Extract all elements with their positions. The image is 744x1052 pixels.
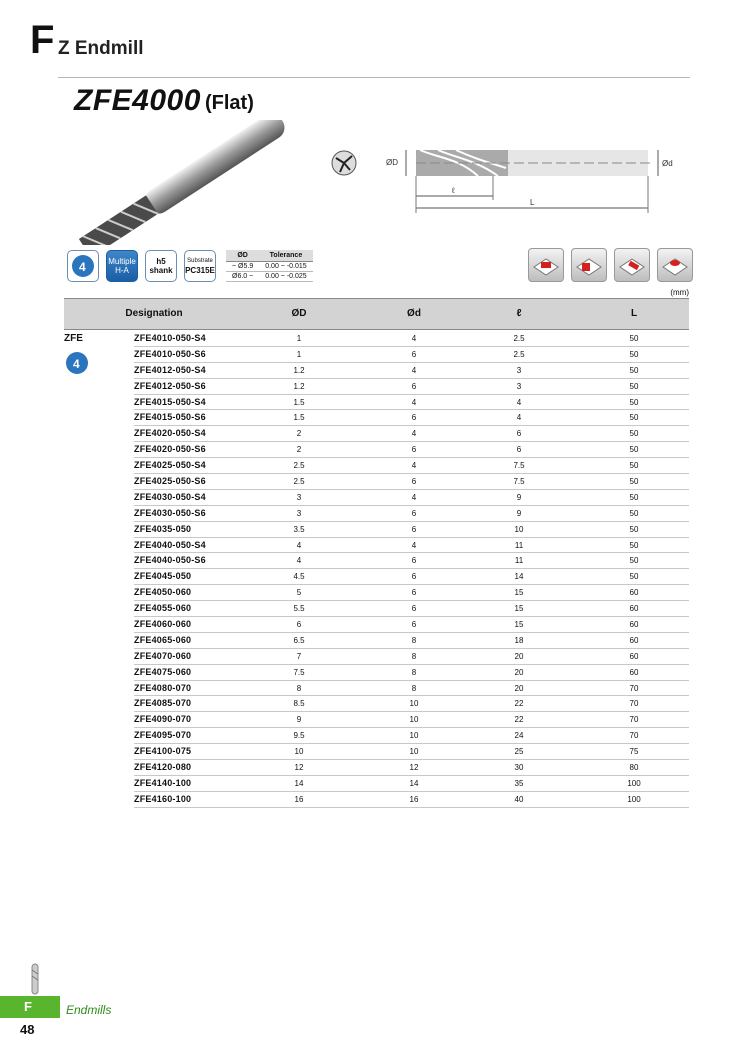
- designation-cell: ZFE4045-050: [134, 571, 192, 582]
- designation-cell: ZFE4015-050-S6: [134, 412, 206, 423]
- header-D: ØD: [291, 308, 307, 319]
- family-label: ZFE: [64, 333, 83, 344]
- flute-length-cell: 24: [514, 731, 524, 741]
- table-row: [64, 760, 689, 776]
- diameter-D-cell: 5: [296, 588, 302, 598]
- header-d: Ød: [407, 308, 421, 319]
- diameter-d-cell: 8: [411, 635, 417, 645]
- table-row: [64, 633, 689, 649]
- table-row: [64, 776, 689, 792]
- label-l: ℓ: [452, 186, 455, 195]
- diameter-D-cell: 3: [296, 508, 302, 518]
- tolerance-header: ØD: [226, 250, 259, 262]
- diameter-D-cell: 2.5: [293, 477, 305, 487]
- diameter-d-cell: 16: [409, 794, 419, 804]
- diameter-d-cell: 6: [411, 524, 417, 534]
- page-number: 48: [20, 1022, 35, 1037]
- overall-length-cell: 50: [629, 381, 639, 391]
- designation-cell: ZFE4140-100: [134, 777, 192, 788]
- flute-length-cell: 4: [516, 397, 522, 407]
- header-designation: Designation: [125, 308, 183, 319]
- table-row: [64, 506, 689, 522]
- flute-length-cell: 4: [516, 413, 522, 423]
- product-subtitle: (Flat): [205, 92, 254, 114]
- endmill-tab-icon: [28, 962, 42, 996]
- table-row: [64, 379, 689, 395]
- table-row: [64, 728, 689, 744]
- overall-length-cell: 70: [629, 715, 639, 725]
- overall-length-cell: 50: [629, 508, 639, 518]
- flute-length-cell: 22: [514, 699, 524, 709]
- diameter-d-cell: 6: [411, 604, 417, 614]
- overall-length-cell: 60: [629, 620, 639, 630]
- four-flute-icon: [67, 250, 99, 282]
- designation-cell: ZFE4010-050-S4: [134, 333, 206, 343]
- section-letter: F: [30, 18, 55, 62]
- overall-length-cell: 70: [629, 683, 639, 693]
- plunge-icon: [657, 248, 693, 282]
- diameter-D-cell: 4: [296, 540, 302, 550]
- overall-length-cell: 100: [627, 778, 641, 788]
- endmill-drawing: [328, 138, 688, 218]
- overall-length-cell: 100: [627, 794, 641, 804]
- designation-cell: ZFE4020-050-S4: [134, 428, 206, 439]
- diameter-D-cell: 2: [296, 429, 302, 439]
- table-row: [64, 553, 689, 569]
- table-header: [64, 298, 689, 330]
- designation-cell: ZFE4085-070: [134, 698, 192, 709]
- diameter-D-cell: 2.5: [293, 461, 305, 471]
- diameter-d-cell: 4: [411, 429, 417, 439]
- table-row: [64, 585, 689, 601]
- header-l: ℓ: [516, 308, 522, 319]
- flute-length-cell: 9: [516, 508, 522, 518]
- footer-tab: F: [0, 996, 60, 1018]
- diameter-d-cell: 4: [411, 397, 417, 407]
- diameter-D-cell: 1.5: [293, 397, 305, 407]
- table-row: [64, 665, 689, 681]
- diameter-D-cell: 10: [294, 747, 304, 757]
- table-row: [64, 458, 689, 474]
- designation-cell: ZFE4080-070: [134, 682, 192, 693]
- designation-cell: ZFE4060-060: [134, 619, 192, 630]
- header-divider: [58, 77, 690, 78]
- diameter-d-cell: 8: [411, 651, 417, 661]
- tolerance-cell: Ø6.0 ~: [226, 272, 259, 282]
- overall-length-cell: 50: [629, 397, 639, 407]
- flute-length-cell: 6: [516, 429, 522, 439]
- table-row: [64, 347, 689, 363]
- diameter-d-cell: 6: [411, 381, 417, 391]
- diameter-d-cell: 4: [411, 334, 417, 343]
- designation-cell: ZFE4100-075: [134, 746, 192, 757]
- shoulder-milling-icon: [614, 248, 650, 282]
- label-D: ØD: [386, 158, 398, 167]
- overall-length-cell: 50: [629, 572, 639, 582]
- diameter-d-cell: 6: [411, 413, 417, 423]
- table-row: [64, 474, 689, 490]
- diameter-d-cell: 10: [409, 747, 419, 757]
- diameter-d-cell: 6: [411, 572, 417, 582]
- flute-length-cell: 18: [514, 635, 524, 645]
- flute-length-cell: 20: [514, 651, 524, 661]
- footer-label: Endmills: [66, 1003, 112, 1017]
- svg-text:4: 4: [79, 260, 86, 274]
- designation-cell: ZFE4075-060: [134, 666, 192, 677]
- overall-length-cell: 50: [629, 365, 639, 375]
- diameter-d-cell: 6: [411, 556, 417, 566]
- overall-length-cell: 60: [629, 667, 639, 677]
- diameter-d-cell: 6: [411, 620, 417, 630]
- diameter-d-cell: 10: [409, 715, 419, 725]
- flute-length-cell: 15: [514, 620, 524, 630]
- designation-cell: ZFE4090-070: [134, 714, 192, 725]
- designation-cell: ZFE4050-060: [134, 587, 192, 598]
- overall-length-cell: 60: [629, 635, 639, 645]
- overall-length-cell: 75: [629, 747, 639, 757]
- diameter-D-cell: 16: [294, 794, 304, 804]
- overall-length-cell: 60: [629, 604, 639, 614]
- designation-cell: ZFE4160-100: [134, 793, 192, 804]
- overall-length-cell: 60: [629, 651, 639, 661]
- diameter-D-cell: 7.5: [293, 667, 305, 677]
- flute-length-cell: 14: [514, 572, 524, 582]
- diameter-d-cell: 6: [411, 508, 417, 518]
- diameter-d-cell: 6: [411, 477, 417, 487]
- designation-cell: ZFE4030-050-S4: [134, 491, 206, 502]
- substrate-icon: Substrate PC315E: [184, 250, 216, 282]
- flute-length-cell: 15: [514, 588, 524, 598]
- header-L: L: [630, 308, 638, 319]
- diameter-D-cell: 8: [296, 683, 302, 693]
- side-milling-icon: [571, 248, 607, 282]
- overall-length-cell: 50: [629, 524, 639, 534]
- diameter-D-cell: 1.5: [293, 413, 305, 423]
- tolerance-header: Tolerance: [259, 250, 312, 262]
- diameter-d-cell: 4: [411, 365, 417, 375]
- overall-length-cell: 60: [629, 588, 639, 598]
- designation-cell: ZFE4095-070: [134, 730, 192, 741]
- table-row: [64, 744, 689, 760]
- table-row: [64, 649, 689, 665]
- flute-length-cell: 3: [516, 365, 522, 375]
- label-L: L: [530, 198, 535, 207]
- table-row: [64, 395, 689, 411]
- table-row: [64, 363, 689, 379]
- endmill-photo: [70, 120, 300, 245]
- diameter-D-cell: 1.2: [293, 381, 305, 391]
- overall-length-cell: 50: [629, 492, 639, 502]
- diameter-d-cell: 10: [409, 731, 419, 741]
- tolerance-cell: ~ Ø5.9: [226, 262, 259, 272]
- diameter-D-cell: 6.5: [293, 635, 305, 645]
- unit-label: (mm): [670, 288, 689, 297]
- designation-cell: ZFE4040-050-S6: [134, 555, 206, 566]
- flute-length-cell: 20: [514, 667, 524, 677]
- diameter-D-cell: 4: [296, 556, 302, 566]
- diameter-D-cell: 4.5: [293, 572, 305, 582]
- flute-length-cell: 7.5: [513, 461, 525, 471]
- overall-length-cell: 50: [629, 556, 639, 566]
- flute-length-cell: 2.5: [513, 349, 525, 359]
- label-d: Ød: [662, 159, 673, 168]
- diameter-d-cell: 14: [409, 778, 419, 788]
- diameter-D-cell: 14: [294, 778, 304, 788]
- shank-icon: h5 shank: [145, 250, 177, 282]
- diameter-d-cell: 12: [409, 763, 419, 773]
- designation-cell: ZFE4020-050-S6: [134, 444, 206, 455]
- overall-length-cell: 70: [629, 731, 639, 741]
- designation-cell: ZFE4025-050-S6: [134, 476, 206, 487]
- diameter-D-cell: 1: [296, 349, 302, 359]
- diameter-d-cell: 4: [411, 492, 417, 502]
- designation-cell: ZFE4010-050-S6: [134, 348, 206, 359]
- flute-length-cell: 6: [516, 445, 522, 455]
- overall-length-cell: 50: [629, 445, 639, 455]
- flute-length-cell: 40: [514, 794, 524, 804]
- overall-length-cell: 50: [629, 334, 639, 343]
- table-row: [64, 522, 689, 538]
- overall-length-cell: 50: [629, 349, 639, 359]
- diameter-d-cell: 10: [409, 699, 419, 709]
- designation-cell: ZFE4012-050-S4: [134, 364, 206, 375]
- diameter-d-cell: 6: [411, 445, 417, 455]
- designation-cell: ZFE4065-060: [134, 634, 192, 645]
- designation-cell: ZFE4040-050-S4: [134, 539, 206, 550]
- designation-cell: ZFE4120-080: [134, 762, 192, 773]
- flute-length-cell: 11: [514, 540, 524, 550]
- diameter-D-cell: 6: [296, 620, 302, 630]
- coating-icon: Multiple H-A: [106, 250, 138, 282]
- diameter-D-cell: 5.5: [293, 604, 305, 614]
- diameter-d-cell: 6: [411, 588, 417, 598]
- table-row: [64, 712, 689, 728]
- flute-length-cell: 20: [514, 683, 524, 693]
- designation-cell: ZFE4025-050-S4: [134, 460, 206, 471]
- designation-cell: ZFE4070-060: [134, 650, 192, 661]
- designation-cell: ZFE4012-050-S6: [134, 380, 206, 391]
- diameter-D-cell: 1.2: [293, 365, 305, 375]
- diameter-d-cell: 8: [411, 683, 417, 693]
- table-row: [64, 569, 689, 585]
- overall-length-cell: 50: [629, 429, 639, 439]
- product-title: ZFE4000: [74, 84, 201, 117]
- flute-length-cell: 3: [516, 381, 522, 391]
- flute-length-cell: 10: [514, 524, 524, 534]
- diameter-D-cell: 1: [296, 334, 302, 343]
- diameter-D-cell: 3.5: [293, 524, 305, 534]
- flute-length-cell: 7.5: [513, 477, 525, 487]
- flute-length-cell: 2.5: [513, 334, 525, 343]
- tolerance-cell: 0.00 ~ -0.025: [259, 272, 312, 282]
- diameter-D-cell: 9.5: [293, 731, 305, 741]
- slotting-icon: [528, 248, 564, 282]
- table-row: [64, 696, 689, 712]
- table-row: [64, 538, 689, 554]
- flute-length-cell: 11: [514, 556, 524, 566]
- designation-cell: ZFE4035-050: [134, 523, 192, 534]
- table-row: [64, 681, 689, 697]
- diameter-D-cell: 12: [294, 763, 304, 773]
- designation-cell: ZFE4015-050-S4: [134, 396, 206, 407]
- designation-cell: ZFE4030-050-S6: [134, 507, 206, 518]
- diameter-D-cell: 3: [296, 492, 302, 502]
- table-row: [64, 792, 689, 808]
- flute-length-cell: 30: [514, 763, 524, 773]
- table-row: [64, 331, 689, 347]
- diameter-d-cell: 4: [411, 461, 417, 471]
- table-row: [64, 601, 689, 617]
- diameter-d-cell: 6: [411, 349, 417, 359]
- diameter-d-cell: 4: [411, 540, 417, 550]
- section-title: Z Endmill: [58, 38, 144, 59]
- table-row: [64, 490, 689, 506]
- flute-length-cell: 9: [516, 492, 522, 502]
- diameter-D-cell: 9: [296, 715, 302, 725]
- table-row: [64, 617, 689, 633]
- flute-length-cell: 35: [514, 778, 524, 788]
- table-row: [64, 410, 689, 426]
- tolerance-table: [226, 250, 313, 282]
- overall-length-cell: 50: [629, 413, 639, 423]
- svg-text:4: 4: [73, 357, 80, 371]
- table-row: [64, 442, 689, 458]
- diameter-D-cell: 8.5: [293, 699, 305, 709]
- overall-length-cell: 50: [629, 540, 639, 550]
- table-row: [64, 426, 689, 442]
- designation-cell: ZFE4055-060: [134, 603, 192, 614]
- diameter-d-cell: 8: [411, 667, 417, 677]
- flute-length-cell: 22: [514, 715, 524, 725]
- overall-length-cell: 50: [629, 461, 639, 471]
- flute-length-cell: 25: [514, 747, 524, 757]
- product-table: [64, 331, 689, 808]
- overall-length-cell: 80: [629, 763, 639, 773]
- flute-length-cell: 15: [514, 604, 524, 614]
- diameter-D-cell: 2: [296, 445, 302, 455]
- tolerance-cell: 0.00 ~ -0.015: [259, 262, 312, 272]
- diameter-D-cell: 7: [296, 651, 302, 661]
- overall-length-cell: 70: [629, 699, 639, 709]
- overall-length-cell: 50: [629, 477, 639, 487]
